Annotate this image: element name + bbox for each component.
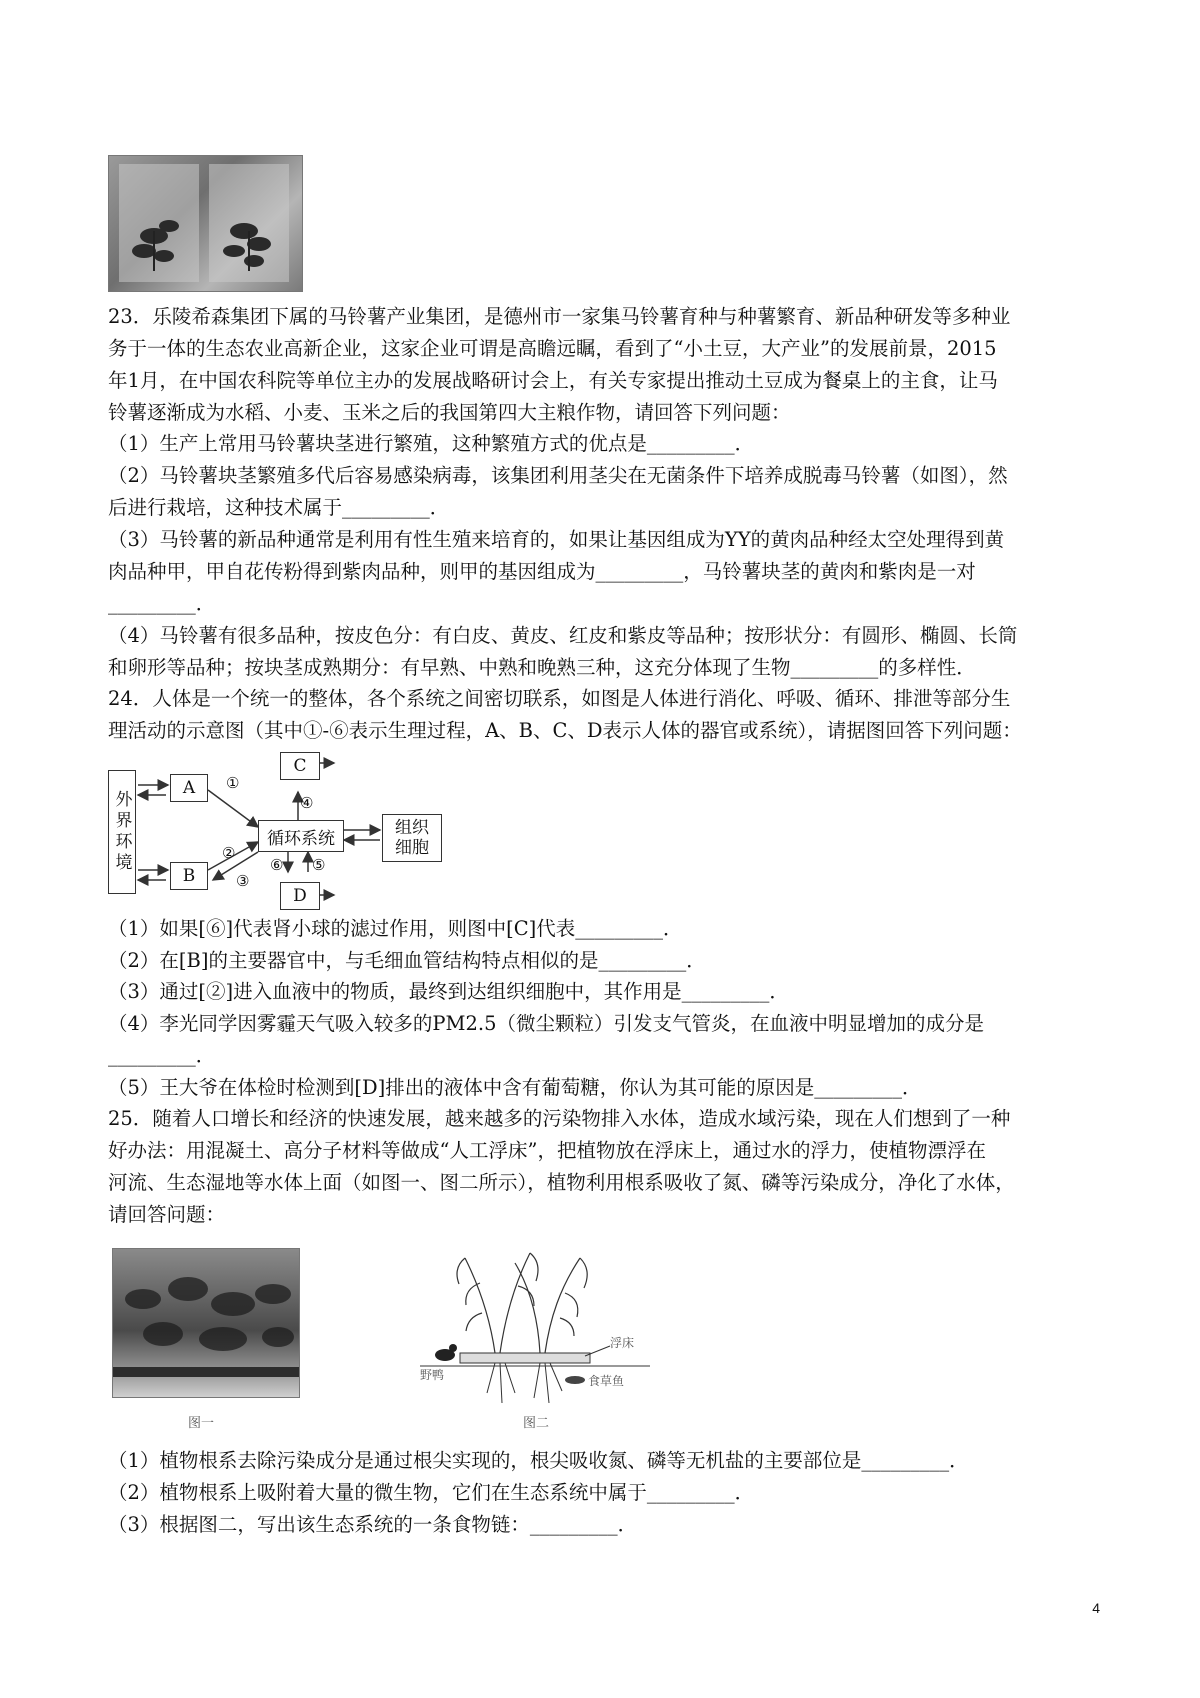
q23-line-9: 肉品种甲，甲自花传粉得到紫肉品种，则甲的基因组成为_________，马铃薯块茎的黄肉和紫肉是一对 — [108, 560, 976, 583]
circulatory-system-box — [258, 820, 344, 852]
figure-1-caption: 图一 — [188, 1416, 215, 1431]
process-3-label: ③ — [236, 872, 250, 890]
q24-question-2: （2）在[B]的主要器官中，与毛细血管结构特点相似的是_________． — [108, 949, 706, 972]
floating-bed-plants — [113, 1249, 299, 1397]
q25-line-4: 请回答问题： — [108, 1203, 226, 1226]
q25-line-3: 河流、生态湿地等水体上面（如图一、图二所示），植物利用根系吸收了氮、磷等污染成分，净化了水体， — [108, 1171, 1015, 1194]
tissue-cells-box — [382, 814, 442, 862]
physiology-diagram — [108, 752, 458, 910]
floating-bed-drawing — [420, 1238, 650, 1418]
q25-question-2: （2）植物根系上吸附着大量的微生物，它们在生态系统中属于_________． — [108, 1481, 755, 1504]
q23-line-3: 年1月，在中国农科院等单位主办的发展战略研讨会上，有关专家提出推动土豆成为餐桌上的主食，让马 — [108, 369, 998, 392]
process-2-label: ② — [222, 844, 236, 862]
fish-label: 食草鱼 — [588, 1374, 625, 1388]
box-b — [170, 862, 208, 890]
figure-2-caption: 图二 — [523, 1416, 550, 1431]
q23-line-1: 23．乐陵希森集团下属的马铃薯产业集团，是德州市一家集马铃薯育种与种薯繁育、新品种研发等多种业 — [108, 305, 1011, 328]
q23-line-5: （1）生产上常用马铃薯块茎进行繁殖，这种繁殖方式的优点是_________． — [108, 432, 755, 455]
q24-line-1: 24．人体是一个统一的整体，各个系统之间密切联系，如图是人体进行消化、呼吸、循环、排泄等部分生 — [108, 687, 1011, 710]
q24-question-5: （5）王大爷在体检时检测到[D]排出的液体中含有葡萄糖，你认为其可能的原因是_________． — [108, 1076, 922, 1099]
plant-jars-illustration — [109, 156, 302, 291]
q23-line-12: 和卵形等品种；按块茎成熟期分：有早熟、中熟和晚熟三种，这充分体现了生物_________的多样性． — [108, 656, 976, 679]
q25-line-2: 好办法：用混凝土、高分子材料等做成“人工浮床”，把植物放在浮床上，通过水的浮力，使植物漂浮在 — [108, 1139, 986, 1162]
box-d-label: D — [293, 886, 307, 906]
duck-label: 野鸭 — [420, 1368, 445, 1382]
q23-line-4: 铃薯逐渐成为水稻、小麦、玉米之后的我国第四大主粮作物，请回答下列问题： — [108, 401, 791, 424]
q23-line-8: （3）马铃薯的新品种通常是利用有性生殖来培育的，如果让基因组成为YY的黄肉品种经太空处理得到黄 — [108, 528, 1005, 551]
box-a-label: A — [182, 778, 196, 798]
process-4-label: ④ — [300, 794, 314, 812]
q24-question-1: （1）如果[⑥]代表肾小球的滤过作用，则图中[C]代表_________． — [108, 917, 683, 940]
q23-line-10: _________． — [108, 592, 216, 615]
q24-question-3: （3）通过[②]进入血液中的物质，最终到达组织细胞中，其作用是_________． — [108, 980, 789, 1003]
page-number: 4 — [1092, 1600, 1100, 1616]
box-a — [170, 774, 208, 802]
process-5-label: ⑤ — [312, 856, 326, 874]
q25-question-3: （3）根据图二，写出该生态系统的一条食物链：_________． — [108, 1513, 638, 1536]
floating-bed-photo — [112, 1248, 300, 1398]
plant-on-bed-illustration — [420, 1238, 650, 1418]
box-c-label: C — [293, 756, 307, 776]
q24-question-4: （4）李光同学因雾霾天气吸入较多的PM2.5（微尘颗粒）引发支气管炎，在血液中明显增加的成分是 — [108, 1012, 985, 1035]
q25-question-1: （1）植物根系去除污染成分是通过根尖实现的，根尖吸收氮、磷等无机盐的主要部位是_________． — [108, 1449, 969, 1472]
process-6-label: ⑥ — [270, 856, 284, 874]
circulatory-system-label: 循环系统 — [267, 828, 335, 849]
q24-line-2: 理活动的示意图（其中①-⑥表示生理过程，A、B、C、D表示人体的器官或系统），请据图回答下列问题： — [108, 719, 1022, 742]
q23-line-2: 务于一体的生态农业高新企业，这家企业可谓是高瞻远瞩，看到了“小土豆，大产业”的发展前景，2015 — [108, 337, 997, 360]
tissue-cells-label: 组织细胞 — [395, 818, 429, 858]
q23-line-6: （2）马铃薯块茎繁殖多代后容易感染病毒，该集团利用茎尖在无菌条件下培养成脱毒马铃薯（如图），然 — [108, 464, 1008, 487]
q25-line-1: 25．随着人口增长和经济的快速发展，越来越多的污染物排入水体，造成水域污染，现在人们想到了一种 — [108, 1107, 1011, 1130]
potato-culture-photo — [108, 155, 303, 292]
bed-label: 浮床 — [610, 1336, 635, 1350]
q23-line-11: （4）马铃薯有很多品种，按皮色分：有白皮、黄皮、红皮和紫皮等品种；按形状分：有圆形、椭圆、长筒 — [108, 624, 1018, 647]
outside-environment-box — [108, 770, 136, 894]
outside-environment-label: 外界环境 — [111, 790, 132, 874]
q23-line-7: 后进行栽培，这种技术属于_________． — [108, 496, 450, 519]
q24-question-4-cont: _________． — [108, 1044, 216, 1067]
box-c — [280, 752, 320, 780]
box-b-label: B — [182, 866, 196, 886]
box-d — [280, 882, 320, 910]
process-1-label: ① — [226, 774, 240, 792]
